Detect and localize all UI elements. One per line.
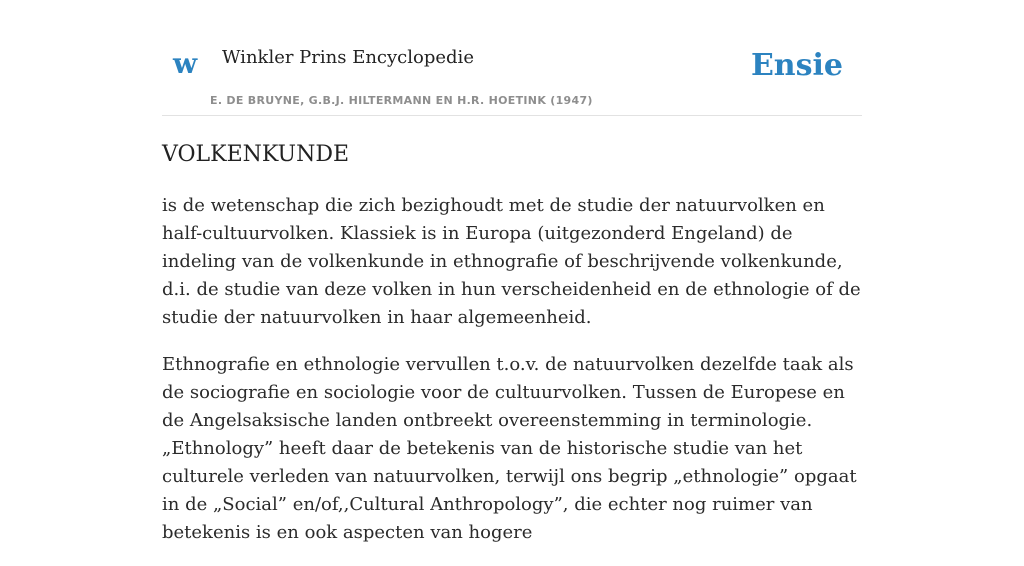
ensie-brand-logo[interactable]: Ensie	[750, 48, 843, 83]
entry-title: VOLKENKUNDE	[162, 142, 350, 167]
entry-paragraph: Ethnografie en ethnologie vervullen t.o.v. de natuurvolken dezelfde taak als de sociografie en sociologie voor de cultuurvolken. Tussen de Europese en de Angelsaksische landen ontbreekt overeenstemming in terminologie. „Ethnology” heeft daar de betekenis van de historische studie van het culturele verleden van natuurvolken, terwijl ons begrip „ethnologie” opgaat in de „Social” en/of,,Cultural Anthropology”, die echter nog ruimer van betekenis is en ook aspecten van hogere	[162, 354, 857, 543]
entry-body	[162, 192, 862, 566]
entry-paragraph: is de wetenschap die zich bezighoudt met de studie der natuurvolken en half-cultuurvolken. Klassiek is in Europa (uitgezonderd Engeland) de indeling van de volkenkunde in ethnografie of beschrijvende volkenkunde, d.i. de studie van deze volken in hun verscheidenheid en de ethnologie of de studie der natuurvolken in haar algemeenheid.	[162, 195, 861, 328]
winkler-prins-logo[interactable]: w	[173, 47, 198, 80]
site-title[interactable]: Winkler Prins Encyclopedie	[222, 47, 474, 68]
authors-byline: E. DE BRUYNE, G.B.J. HILTERMANN EN H.R. HOETINK (1947)	[210, 94, 593, 107]
site-header	[162, 36, 862, 116]
